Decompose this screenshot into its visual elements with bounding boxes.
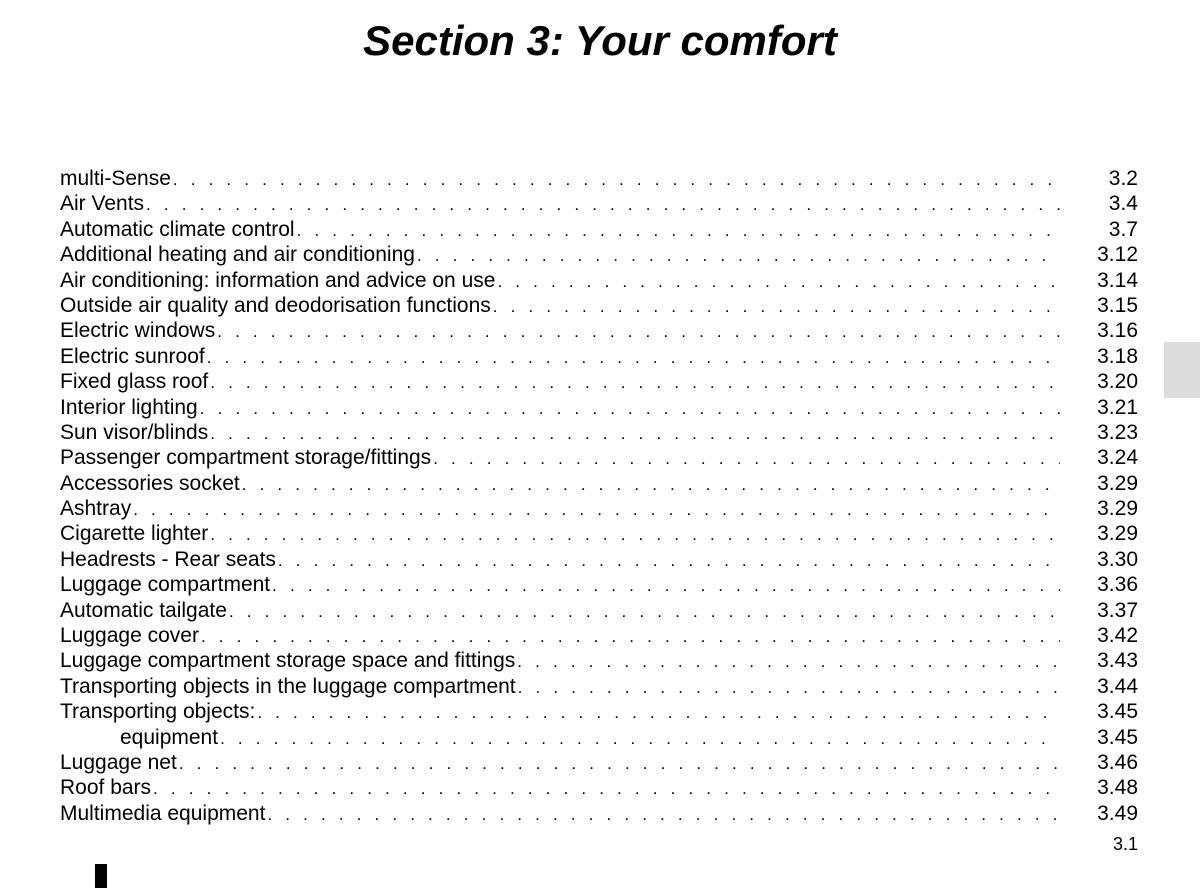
toc-entry-label: Air conditioning: information and advice on use	[60, 268, 496, 292]
toc-entry-label: Multimedia equipment	[60, 801, 266, 825]
toc-entry[interactable]	[60, 344, 1138, 369]
toc-entry[interactable]	[60, 547, 1138, 572]
dot-leader	[278, 548, 1060, 572]
toc-entry-label: Transporting objects:	[60, 700, 256, 724]
toc-entry-page: 3.2	[1108, 167, 1138, 190]
toc-entry-page: 3.37	[1097, 598, 1138, 622]
toc-entry-label: Headrests - Rear seats	[60, 547, 276, 571]
toc-entry-page: 3.49	[1097, 801, 1138, 825]
toc-entry-page: 3.23	[1097, 420, 1138, 444]
dot-leader	[179, 751, 1060, 775]
toc-entry-label: Automatic tailgate	[60, 598, 227, 622]
section-tab-marker	[1164, 342, 1200, 398]
toc-entry[interactable]	[60, 496, 1138, 521]
toc-entry[interactable]	[60, 598, 1138, 623]
toc-entry-label: Transporting objects in the luggage compartment	[60, 674, 516, 698]
dot-leader	[200, 396, 1060, 420]
dot-leader	[272, 573, 1060, 597]
toc-entry-label: Cigarette lighter	[60, 522, 209, 546]
toc-entry-label: Luggage compartment storage space and fittings	[60, 649, 516, 673]
toc-entry[interactable]	[60, 268, 1138, 293]
toc-entry-label: Roof bars	[60, 776, 152, 800]
dot-leader	[173, 167, 1060, 191]
toc-entry-page: 3.42	[1097, 624, 1138, 648]
toc-entry-label: multi-Sense	[60, 167, 171, 190]
dot-leader	[267, 802, 1060, 826]
toc-entry-page: 3.44	[1097, 674, 1138, 698]
toc-entry-page: 3.48	[1097, 776, 1138, 800]
toc-entry[interactable]	[60, 369, 1138, 394]
dot-leader	[220, 726, 1060, 750]
dot-leader	[207, 345, 1060, 369]
toc-entry[interactable]	[60, 293, 1138, 318]
toc-entry-page: 3.36	[1097, 573, 1138, 597]
toc-entry-page: 3.4	[1108, 192, 1138, 216]
toc-entry-page: 3.46	[1097, 750, 1138, 774]
toc-entry-label: Interior lighting	[60, 395, 198, 419]
dot-leader	[146, 192, 1060, 216]
toc-entry-page: 3.14	[1097, 268, 1138, 292]
toc-entry-label: Automatic climate control	[60, 217, 295, 241]
toc-entry[interactable]	[60, 191, 1138, 216]
toc-entry[interactable]	[60, 623, 1138, 648]
dot-leader	[229, 599, 1060, 623]
toc-entry-page: 3.45	[1097, 700, 1138, 724]
toc-entry[interactable]	[60, 318, 1138, 343]
dot-leader	[153, 776, 1060, 800]
toc-entry-label: equipment	[120, 725, 219, 749]
toc-entry-page: 3.15	[1097, 293, 1138, 317]
toc-entry-page: 3.24	[1097, 446, 1138, 470]
dot-leader	[493, 294, 1060, 318]
dot-leader	[257, 700, 1060, 724]
toc-entry-label: Luggage compartment	[60, 573, 271, 597]
toc-entry[interactable]	[60, 572, 1138, 597]
dot-leader	[518, 675, 1060, 699]
toc-entry[interactable]	[60, 471, 1138, 496]
toc-entry[interactable]	[60, 674, 1138, 699]
toc-entry-page: 3.29	[1097, 497, 1138, 521]
toc-entry[interactable]	[60, 445, 1138, 470]
toc-entry-label: Fixed glass roof	[60, 370, 209, 394]
toc-entry[interactable]	[60, 166, 1138, 191]
toc-entry[interactable]	[60, 395, 1138, 420]
toc-entry-page: 3.30	[1097, 547, 1138, 571]
crop-mark	[95, 864, 107, 888]
toc-entry[interactable]	[60, 801, 1138, 826]
toc-entry-label: Additional heating and air conditioning	[60, 243, 415, 267]
dot-leader	[417, 243, 1060, 267]
toc-entry-page: 3.20	[1097, 370, 1138, 394]
dot-leader	[210, 370, 1060, 394]
toc-entry[interactable]	[60, 648, 1138, 673]
toc-entry-page: 3.12	[1097, 243, 1138, 267]
toc-entry-label: Accessories socket	[60, 471, 240, 495]
toc-entry[interactable]	[60, 725, 1138, 750]
toc-entry[interactable]	[60, 420, 1138, 445]
toc-entry[interactable]	[60, 699, 1138, 724]
toc-entry-label: Electric sunroof	[60, 344, 205, 368]
dot-leader	[217, 319, 1060, 343]
toc-entry-label: Ashtray	[60, 497, 132, 521]
dot-leader	[210, 522, 1060, 546]
toc-entry-label: Air Vents	[60, 192, 145, 216]
dot-leader	[133, 497, 1060, 521]
toc-entry[interactable]	[60, 521, 1138, 546]
dot-leader	[517, 649, 1060, 673]
toc-entry-label: Sun visor/blinds	[60, 420, 209, 444]
dot-leader	[297, 218, 1060, 242]
dot-leader	[497, 269, 1060, 293]
toc-entry-page: 3.43	[1097, 649, 1138, 673]
dot-leader	[433, 446, 1060, 470]
toc-entry-page: 3.16	[1097, 319, 1138, 343]
table-of-contents	[60, 166, 1138, 826]
toc-entry[interactable]	[60, 242, 1138, 267]
toc-entry-label: Luggage cover	[60, 624, 199, 648]
toc-entry-label: Electric windows	[60, 319, 216, 343]
toc-entry-label: Passenger compartment storage/fittings	[60, 446, 432, 470]
toc-entry-page: 3.29	[1097, 471, 1138, 495]
toc-entry[interactable]	[60, 750, 1138, 775]
toc-entry-page: 3.18	[1097, 344, 1138, 368]
page-title: Section 3: Your comfort	[363, 17, 837, 64]
toc-entry-label: Luggage net	[60, 750, 177, 774]
dot-leader	[201, 624, 1060, 648]
dot-leader	[210, 421, 1060, 445]
toc-entry-page: 3.7	[1108, 217, 1138, 241]
toc-entry-page: 3.21	[1097, 395, 1138, 419]
toc-entry[interactable]	[60, 775, 1138, 800]
dot-leader	[242, 472, 1060, 496]
toc-entry-page: 3.29	[1097, 522, 1138, 546]
toc-entry-label: Outside air quality and deodorisation functions	[60, 293, 491, 317]
toc-entry-page: 3.45	[1097, 725, 1138, 749]
page-number: 3.1	[1112, 834, 1138, 854]
toc-entry[interactable]	[60, 217, 1138, 242]
